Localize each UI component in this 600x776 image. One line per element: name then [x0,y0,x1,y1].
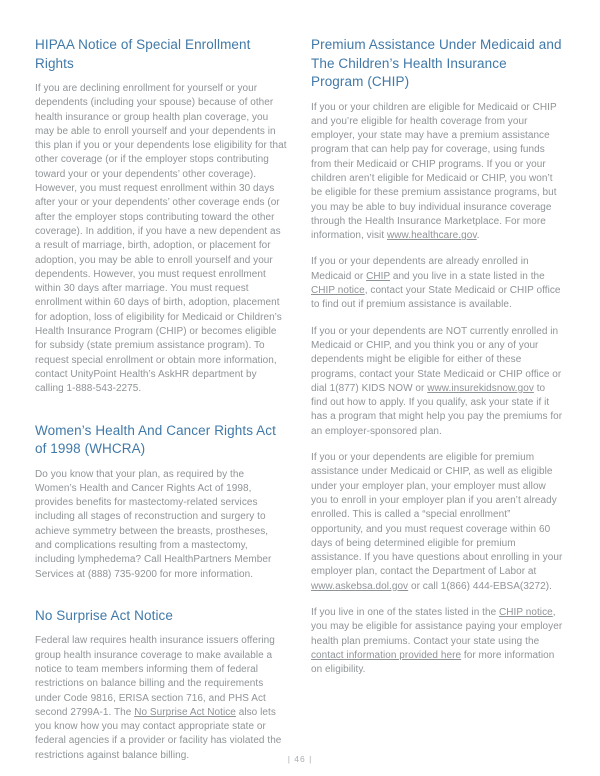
paragraph [35,634,287,763]
text-run: If you or your dependents are eligible for premium assistance under Medicaid or CHIP, as well as eligible under your employer plan, your employer must allow you to enroll in your employer plan if you aren’t already enrolled. This is called a “special enrollment” opportunity, and you must request coverage within 60 days of being determined eligible for premium assistance. If you have questions about enrolling in your employer plan, contact the Department of Labor at [311,452,563,578]
link-askebsa-dol-gov[interactable]: www.askebsa.dol.gov [311,580,409,592]
link-no-surprise-act-notice[interactable]: No Surprise Act Notice [134,706,236,718]
link-healthcare-gov[interactable]: www.healthcare.gov [386,230,477,242]
text-run: Federal law requires health insurance issuers offering group health insurance coverage to make available a notice to team members informing them of federal restrictions on balance billing and the requirements under Code 9816, ERISA section 716, and PHS Act second 2799A-1. The [35,635,275,718]
text-run: If you live in one of the states listed in the [311,607,500,618]
text-run: also lets you know how you may contact appropriate state or federal agencies if a provider or facility has violated the restrictions against balance billing. [35,706,282,761]
text-run: If you are declining enrollment for yourself or your dependents (including your spouse) because of other health insurance or group health plan coverage, you may be able to enroll yourself and your dependents in this plan if you or your dependents lose eligibility for that other coverage (or if the employer stops contributing toward your or your dependents’ other coverage). However, you must request enrollment within 30 days after your or your dependents’ other coverage ends (or after the employer stops contributing toward the other coverage). In addition, if you have a new dependent as a result of marriage, birth, adoption, or placement for adoption, you may be able to enroll yourself and your dependents. However, you must request enrollment within 30 days after marriage. You must request enrollment within 60 days of birth, adoption, placement for adoption, loss of eligibility for Medicaid or Children’s Health Insurance Program (CHIP) or becomes eligible for subsidy (state premium assistance program). To request special enrollment or obtain more information, contact UnityPoint Health’s AskHR department by calling 1-888-543-2275. [35,83,287,395]
paragraph [35,468,287,582]
text-run: . [476,230,480,242]
page-number: | 46 | [287,754,313,764]
text-run: If you or your dependents are NOT currently enrolled in Medicaid or CHIP, and you think you or any of your dependents might be eligible for either of these programs, contact your State Medicaid or CHIP office or dial 1(877) KIDS NOW or [311,325,562,394]
text-run: and you live in a state listed in the [390,270,545,282]
text-run: for more information on eligibility. [311,649,555,676]
link-chip-notice[interactable]: CHIP notice [311,285,365,297]
text-run: If you or your children are eligible for Medicaid or CHIP and you’re eligible for health coverage from your employer, your state may have a premium assistance program that can help pay for coverage, using funds from their Medicaid or CHIP programs. If you or your children aren’t eligible for Medicaid or CHIP, you won’t be eligible for these premium assistance programs, but you may be able to buy individual insurance coverage through the Health Insurance Marketplace. For more information, visit [311,101,557,242]
section-heading-chip: Premium Assistance Under Medicaid and The Children’s Health Insurance Program (CHIP) [311,37,562,89]
text-run: , contact your State Medicaid or CHIP office to find out if premium assistance is available. [311,285,561,311]
section-heading-whcra: Women’s Health And Cancer Rights Act of 1998 (WHCRA) [35,422,276,457]
text-run: If you or your dependents are already enrolled in Medicaid or [311,256,529,282]
text-run: , you may be eligible for assistance paying your employer health plan premiums. Contact your state using the [311,607,563,647]
link-chip[interactable]: CHIP [366,270,390,282]
paragraph [311,101,563,244]
section-heading-hipaa: HIPAA Notice of Special Enrollment Rights [35,37,251,71]
section-heading-no-surprise: No Surprise Act Notice [35,607,174,623]
text-run: or call 1(866) 444-EBSA(3272). [408,580,552,592]
section-no-surprise-act [35,607,287,763]
link-insurekidsnow-gov[interactable]: www.insurekidsnow.gov [427,382,534,394]
text-run: to find out how to apply. If you qualify, ask your state if it has a program that might help you pay the premiums for an employer-sponsored plan. [311,382,563,437]
link-contact-information[interactable]: contact information provided here [311,649,462,661]
link-chip-notice-2[interactable]: CHIP notice [499,607,553,618]
section-whcra [35,422,287,582]
paragraph [311,451,563,594]
section-hipaa-notice [35,36,287,397]
paragraph [311,606,563,677]
paragraph [35,82,287,397]
right-column [311,36,563,776]
paragraph [311,325,563,439]
paragraph [311,255,563,312]
text-run: Do you know that your plan, as required by the Women’s Health and Cancer Rights Act of 1998, provides benefits for mastectomy-related services including all stages of reconstruction and surgery to achieve symmetry between the breasts, prostheses, and complications resulting from a mastectomy, including lymphedema? Call HealthPartners Member Services at (888) 735-9200 for more information. [35,468,272,580]
left-column [35,36,287,776]
section-chip-premium-assistance [311,36,563,677]
